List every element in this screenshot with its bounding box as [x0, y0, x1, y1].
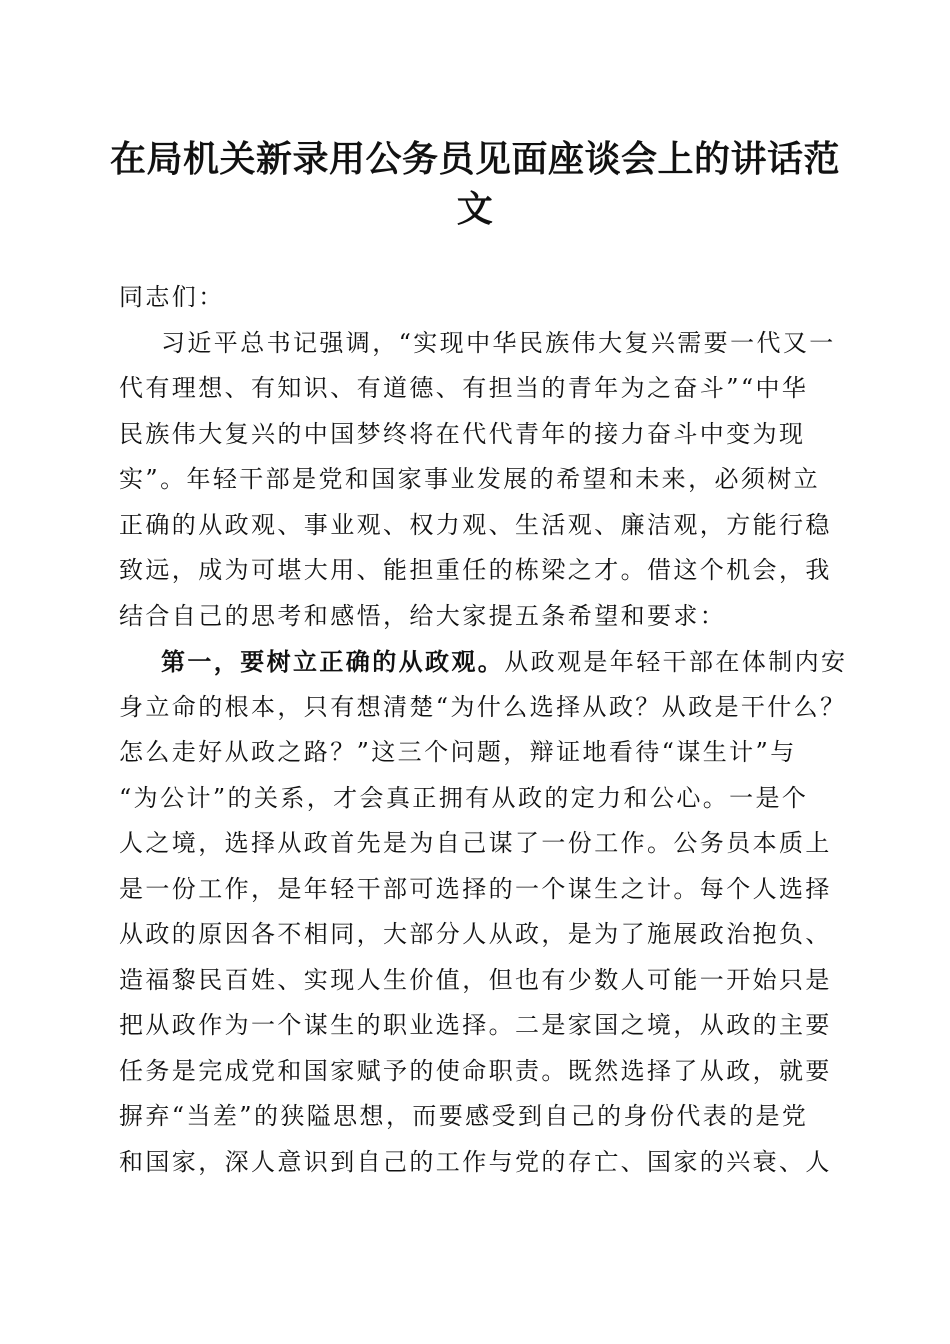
paragraph-line: 从政的原因各不相同，大部分人从政，是为了施展政治抱负、: [119, 920, 832, 948]
paragraph-line: 代有理想、有知识、有道德、有担当的青年为之奋斗”“中华: [119, 374, 809, 402]
document-body: [119, 275, 848, 1185]
document-title: [100, 134, 850, 234]
paragraph-line: 人之境，选择从政首先是为自己谋了一份工作。公务员本质上: [119, 829, 832, 857]
paragraph-line: 身立命的根本，只有想清楚“为什么选择从政？从政是干什么？: [119, 692, 847, 721]
paragraph-line: 习近平总书记强调，“实现中华民族伟大复兴需要一代又一: [161, 328, 836, 357]
paragraph-line: 民族伟大复兴的中国梦终将在代代青年的接力奋斗中变为现: [119, 419, 806, 448]
paragraph-line: 摒弃“当差”的狭隘思想，而要感受到自己的身份代表的是党: [119, 1102, 809, 1130]
title-line-2: 文: [456, 188, 494, 230]
point-one-text: 从政观是年轻干部在体制内安: [504, 648, 848, 676]
point-one-line: [119, 639, 848, 685]
paragraph-line: 怎么走好从政之路？”这三个问题，辩证地看待“谋生计”与: [119, 738, 797, 766]
paragraph-line: 是一份工作，是年轻干部可选择的一个谋生之计。每个人选择: [119, 874, 832, 903]
salutation: 同志们：: [119, 283, 225, 311]
paragraph-line: 和国家，深人意识到自己的工作与党的存亡、国家的兴衰、人: [119, 1147, 832, 1176]
paragraph-line: 造福黎民百姓、实现人生价值，但也有少数人可能一开始只是: [119, 965, 832, 994]
paragraph-line: 把从政作为一个谋生的职业选择。二是家国之境，从政的主要: [119, 1011, 832, 1039]
paragraph-line: 实”。年轻干部是党和国家事业发展的希望和未来，必须树立: [119, 465, 821, 493]
paragraph-line: 结合自己的思考和感悟，给大家提五条希望和要求：: [119, 601, 727, 630]
paragraph-line: 正确的从政观、事业观、权力观、生活观、廉洁观，方能行稳: [119, 510, 832, 539]
paragraph-line: “为公计”的关系，才会真正拥有从政的定力和公心。一是个: [119, 783, 809, 812]
paragraph-line: 致远，成为可堪大用、能担重任的栋梁之才。借这个机会，我: [119, 556, 832, 584]
title-line-1: 在局机关新录用公务员见面座谈会上的讲话范: [109, 138, 840, 180]
paragraph-line: 任务是完成党和国家赋予的使命职责。既然选择了从政，就要: [119, 1056, 832, 1085]
point-one-heading: 第一，要树立正确的从政观。: [161, 647, 505, 676]
